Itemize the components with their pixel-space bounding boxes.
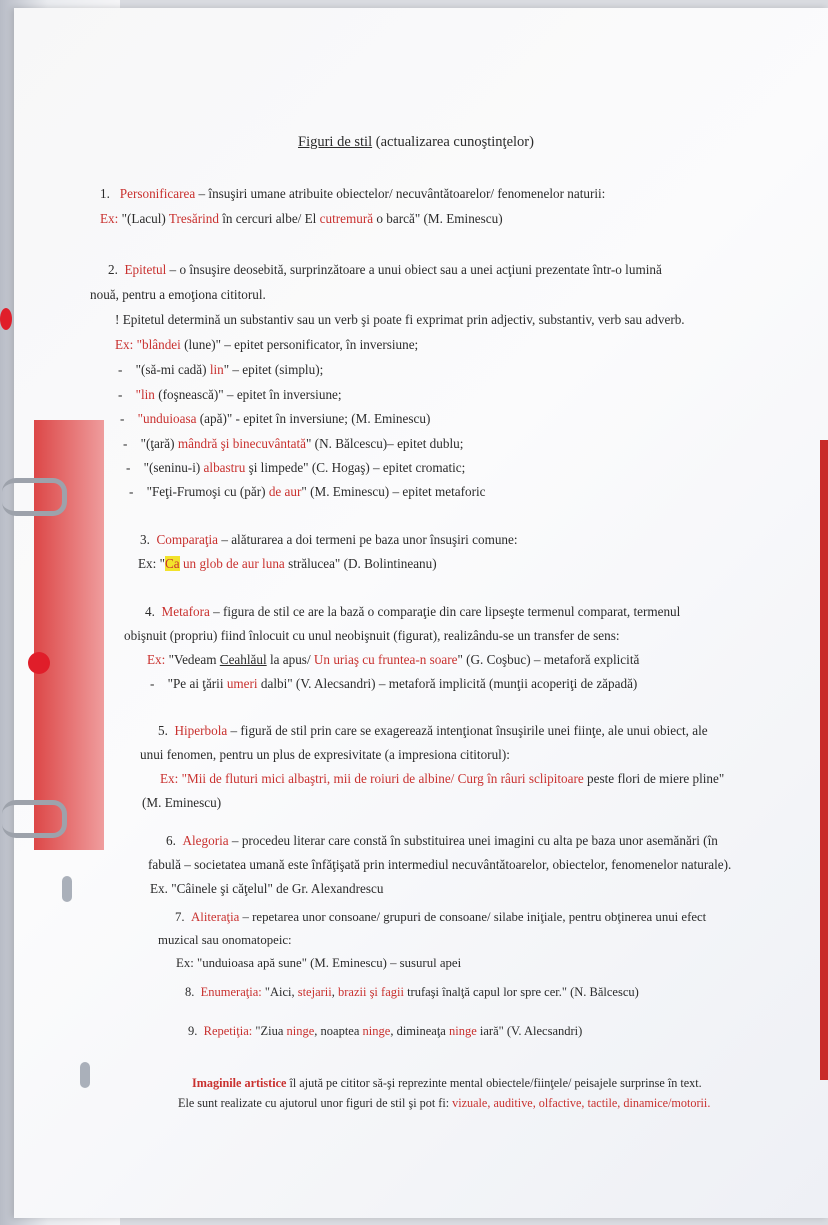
- epitet-example: - "unduioasa (apă)" - epitet în inversiune; (M. Eminescu): [120, 411, 431, 426]
- example-comparatia: Ex: "Ca un glob de aur luna strălucea" (D. Bolintineanu): [138, 556, 437, 571]
- aliteratia-def-cont: muzical sau onomatopeic:: [158, 933, 292, 947]
- imagini-artistice-types: Ele sunt realizate cu ajutorul unor figuri de stil şi pot fi: vizuale, auditive, olfactive, tactile, dinamice/motorii.: [178, 1096, 711, 1110]
- epitet-example: - "(seninu-i) albastru şi limpede" (C. Hogaş) – epitet cromatic;: [126, 460, 466, 475]
- section-repetitia: 9. Repetiţia: "Ziua ninge, noaptea ninge, dimineaţa ninge iară" (V. Alecsandri): [188, 1024, 583, 1038]
- imagini-artistice: Imaginile artistice îl ajută pe cititor să-şi reprezinte mental obiectele/fiinţele/ peisajele surprinse în text.: [192, 1076, 702, 1090]
- alegoria-def-cont: fabulă – societatea umană este înfăţişată prin intermediul necuvântătoarelor, obiectelor, fenomenelor naturale).: [148, 857, 732, 872]
- aliteratia-example: Ex: "unduioasa apă sune" (M. Eminescu) – susurul apei: [176, 956, 462, 970]
- epitetul-note: ! Epitetul determină un substantiv sau un verb şi poate fi exprimat prin adjectiv, substantiv, verb sau adverb.: [115, 312, 685, 327]
- section-comparatia: 3. Comparaţia – alăturarea a doi termeni pe baza unor însuşiri comune:: [140, 532, 518, 547]
- hiperbola-author: (M. Eminescu): [142, 795, 222, 810]
- epitet-example: - "(să-mi cadă) lin" – epitet (simplu);: [118, 362, 324, 377]
- example-personificarea: Ex: "(Lacul) Tresărind în cercuri albe/ El cutremură o barcă" (M. Eminescu): [100, 211, 503, 226]
- epitet-example: - "(ţară) mândră şi binecuvântată" (N. Bălcescu)– epitet dublu;: [123, 436, 464, 451]
- section-epitetul: 2. Epitetul – o însuşire deosebită, surprinzătoare a unui obiect sau a unei acţiuni prezentate într-o lumină: [108, 262, 662, 277]
- epitet-example: - "lin (foşnească)" – epitet în inversiune;: [118, 387, 342, 402]
- alegoria-example: Ex. "Câinele şi căţelul" de Gr. Alexandrescu: [150, 881, 384, 896]
- hiperbola-def-cont: unui fenomen, pentru un plus de expresivitate (a impresiona cititorul):: [140, 747, 510, 762]
- metafora-def-cont: obişnuit (propriu) fiind înlocuit cu unul neobişnuit (figurat), realizându-se un transfer de sens:: [124, 628, 620, 643]
- section-hiperbola: 5. Hiperbola – figură de stil prin care se exagerează intenţionat însuşirile unei fiinţe, ale unui obiect, ale: [158, 723, 708, 738]
- epitetul-def-cont: nouă, pentru a emoţiona cititorul.: [90, 287, 266, 302]
- section-personificarea: 1. Personificarea – însuşiri umane atribuite obiectelor/ necuvântătoarelor/ fenomenelor naturii:: [100, 186, 606, 201]
- metafora-example: Ex: "Vedeam Ceahlăul la apus/ Un uriaş cu fruntea-n soare" (G. Coşbuc) – metaforă explicită: [147, 652, 640, 667]
- epitet-example: - "Feţi-Frumoşi cu (păr) de aur" (M. Eminescu) – epitet metaforic: [129, 484, 486, 499]
- page-title: Figuri de stil (actualizarea cunoştinţelor): [298, 134, 534, 150]
- section-enumeratia: 8. Enumeraţia: "Aici, stejarii, brazii şi fagii trufaşi înalţă capul lor spre cer." (N. Bălcescu): [185, 985, 639, 999]
- hiperbola-example: Ex: "Mii de fluturi mici albaştri, mii de roiuri de albine/ Curg în râuri sclipitoare peste flori de miere pline": [160, 771, 725, 786]
- metafora-example: - "Pe ai ţării umeri dalbi" (V. Alecsandri) – metaforă implicită (munţii acoperiţi de zăpadă): [150, 676, 638, 691]
- epitet-example: Ex: "blândei (lune)" – epitet personificator, în inversiune;: [115, 337, 419, 352]
- section-alegoria: 6. Alegoria – procedeu literar care constă în substituirea unei imagini cu alta pe baza unor asemănări (în: [166, 833, 718, 848]
- section-aliteratia: 7. Aliteraţia – repetarea unor consoane/ grupuri de consoane/ silabe iniţiale, pentru obţinerea unui efect: [175, 910, 707, 924]
- section-metafora: 4. Metafora – figura de stil ce are la bază o comparaţie din care lipseşte termenul comparat, termenul: [145, 604, 681, 619]
